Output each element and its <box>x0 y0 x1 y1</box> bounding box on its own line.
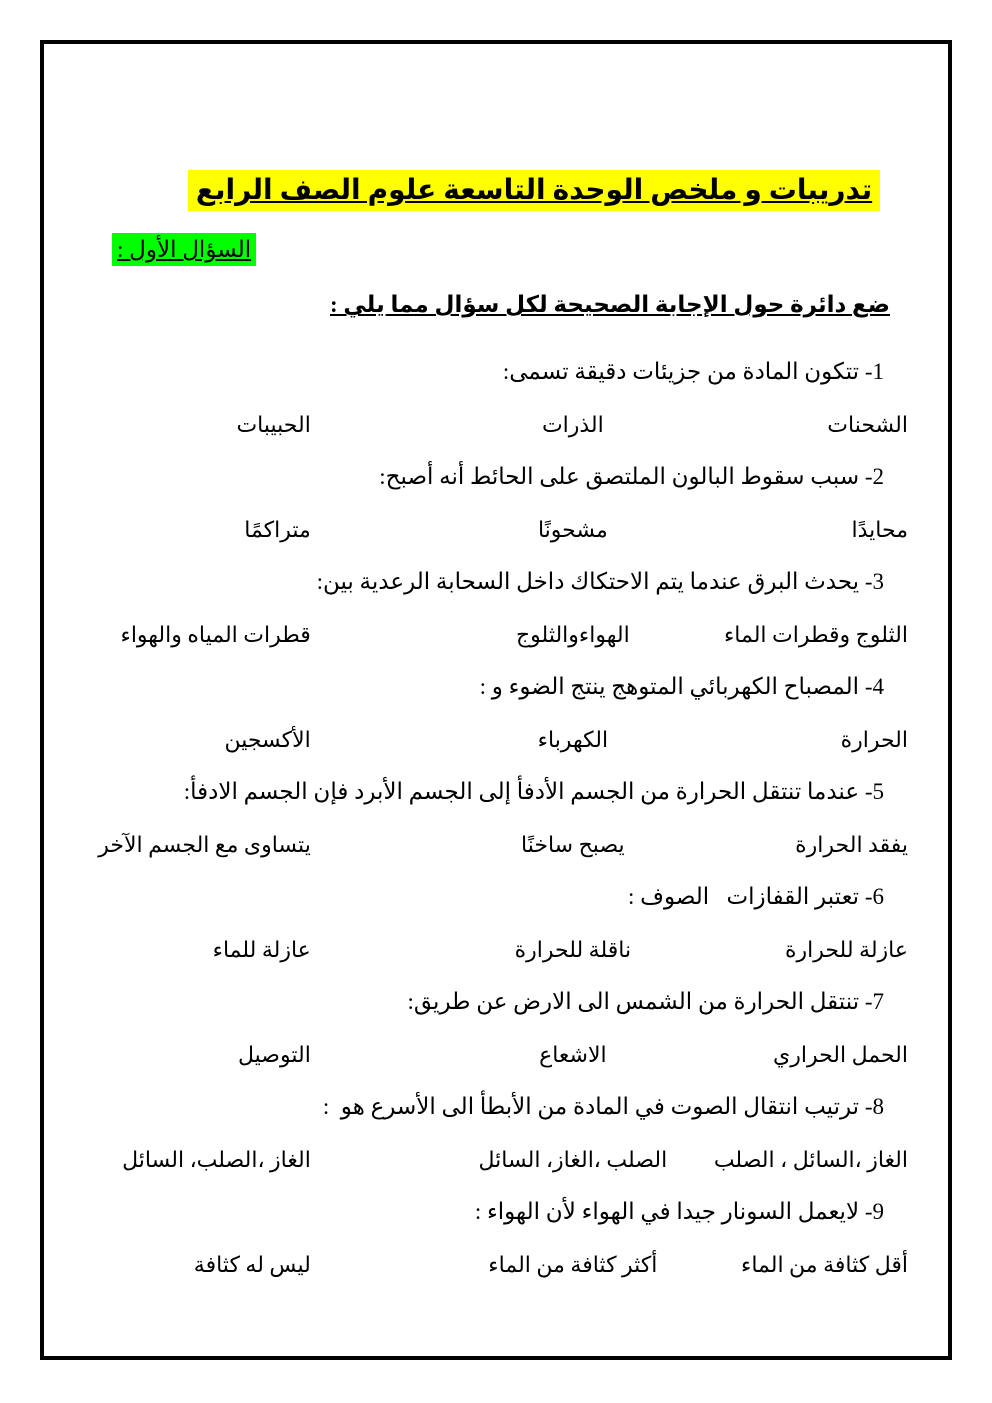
question-block-3 <box>44 556 948 661</box>
options-row <box>44 818 948 871</box>
question-block-8 <box>44 1081 948 1186</box>
question-block-2 <box>44 451 948 556</box>
option-2: الذرات <box>541 412 604 438</box>
instruction-row <box>44 290 948 320</box>
option-1: الحمل الحراري <box>772 1042 908 1068</box>
question-block-4 <box>44 661 948 766</box>
options-row <box>44 923 948 976</box>
question-text: 7- تنتقل الحرارة من الشمس الى الارض عن طريق: <box>407 989 884 1015</box>
options-row <box>44 713 948 766</box>
question-block-5 <box>44 766 948 871</box>
option-3: عازلة للماء <box>212 937 311 963</box>
option-3: قطرات المياه والهواء <box>120 622 311 648</box>
page-content <box>44 44 948 1291</box>
option-2: مشحونًا <box>537 517 608 543</box>
option-3: الأكسجين <box>224 727 311 753</box>
questions <box>44 346 948 1291</box>
option-1: الشحنات <box>827 412 908 438</box>
option-1: الغاز ،السائل ، الصلب <box>713 1147 908 1173</box>
question-block-9 <box>44 1186 948 1291</box>
question-text: 8- ترتيب انتقال الصوت في المادة من الأبطأ الى الأسرع هو : <box>322 1094 884 1120</box>
option-2: الكهرباء <box>537 727 609 753</box>
options-row <box>44 608 948 661</box>
question-text: 4- المصباح الكهربائي المتوهج ينتج الضوء و : <box>479 674 884 700</box>
question-text: 5- عندما تنتقل الحرارة من الجسم الأدفأ إلى الجسم الأبرد فإن الجسم الادفأ: <box>183 779 884 805</box>
option-2: ناقلة للحرارة <box>514 937 632 963</box>
option-3: التوصيل <box>238 1042 311 1068</box>
option-1: عازلة للحرارة <box>784 937 908 963</box>
instruction-text: ضع دائرة حول الإجابة الصحيحة لكل سؤال مما يلي : <box>330 292 890 318</box>
question-text: 3- يحدث البرق عندما يتم الاحتكاك داخل السحابة الرعدية بين: <box>316 569 884 595</box>
option-1: أقل كثافة من الماء <box>740 1252 908 1278</box>
question-text: 9- لايعمل السونار جيدا في الهواء لأن الهواء : <box>474 1199 884 1225</box>
options-row <box>44 1028 948 1081</box>
option-3: الحبيبات <box>236 412 311 438</box>
option-3: متراكمًا <box>244 517 311 543</box>
question-block-1 <box>44 346 948 451</box>
option-2: يصبح ساخنًا <box>521 832 625 858</box>
section-label: السؤال الأول : <box>112 233 256 266</box>
options-row <box>44 1238 948 1291</box>
title-row <box>44 170 948 211</box>
question-block-6 <box>44 871 948 976</box>
page-title: تدريبات و ملخص الوحدة التاسعة علوم الصف الرابع <box>188 170 880 211</box>
option-2: الصلب ،الغاز، السائل <box>478 1147 668 1173</box>
options-row <box>44 503 948 556</box>
options-row <box>44 398 948 451</box>
question-text: 6- تعتبر القفازات الصوف : <box>627 884 884 910</box>
option-3: الغاز ،الصلب، السائل <box>122 1147 311 1173</box>
option-2: أكثر كثافة من الماء <box>488 1252 658 1278</box>
question-text: 1- تتكون المادة من جزيئات دقيقة تسمى: <box>502 359 884 385</box>
option-1: الحرارة <box>840 727 908 753</box>
options-row <box>44 1133 948 1186</box>
question-block-7 <box>44 976 948 1081</box>
option-1: الثلوج وقطرات الماء <box>723 622 908 648</box>
option-1: محايدًا <box>851 517 908 543</box>
option-1: يفقد الحرارة <box>795 832 908 858</box>
question-text: 2- سبب سقوط البالون الملتصق على الحائط أنه أصبح: <box>379 464 884 490</box>
section-row <box>44 233 948 266</box>
option-2: الاشعاع <box>539 1042 607 1068</box>
option-3: ليس له كثافة <box>193 1252 311 1278</box>
option-2: الهواءوالثلوج <box>515 622 630 648</box>
option-3: يتساوى مع الجسم الآخر <box>98 832 311 858</box>
